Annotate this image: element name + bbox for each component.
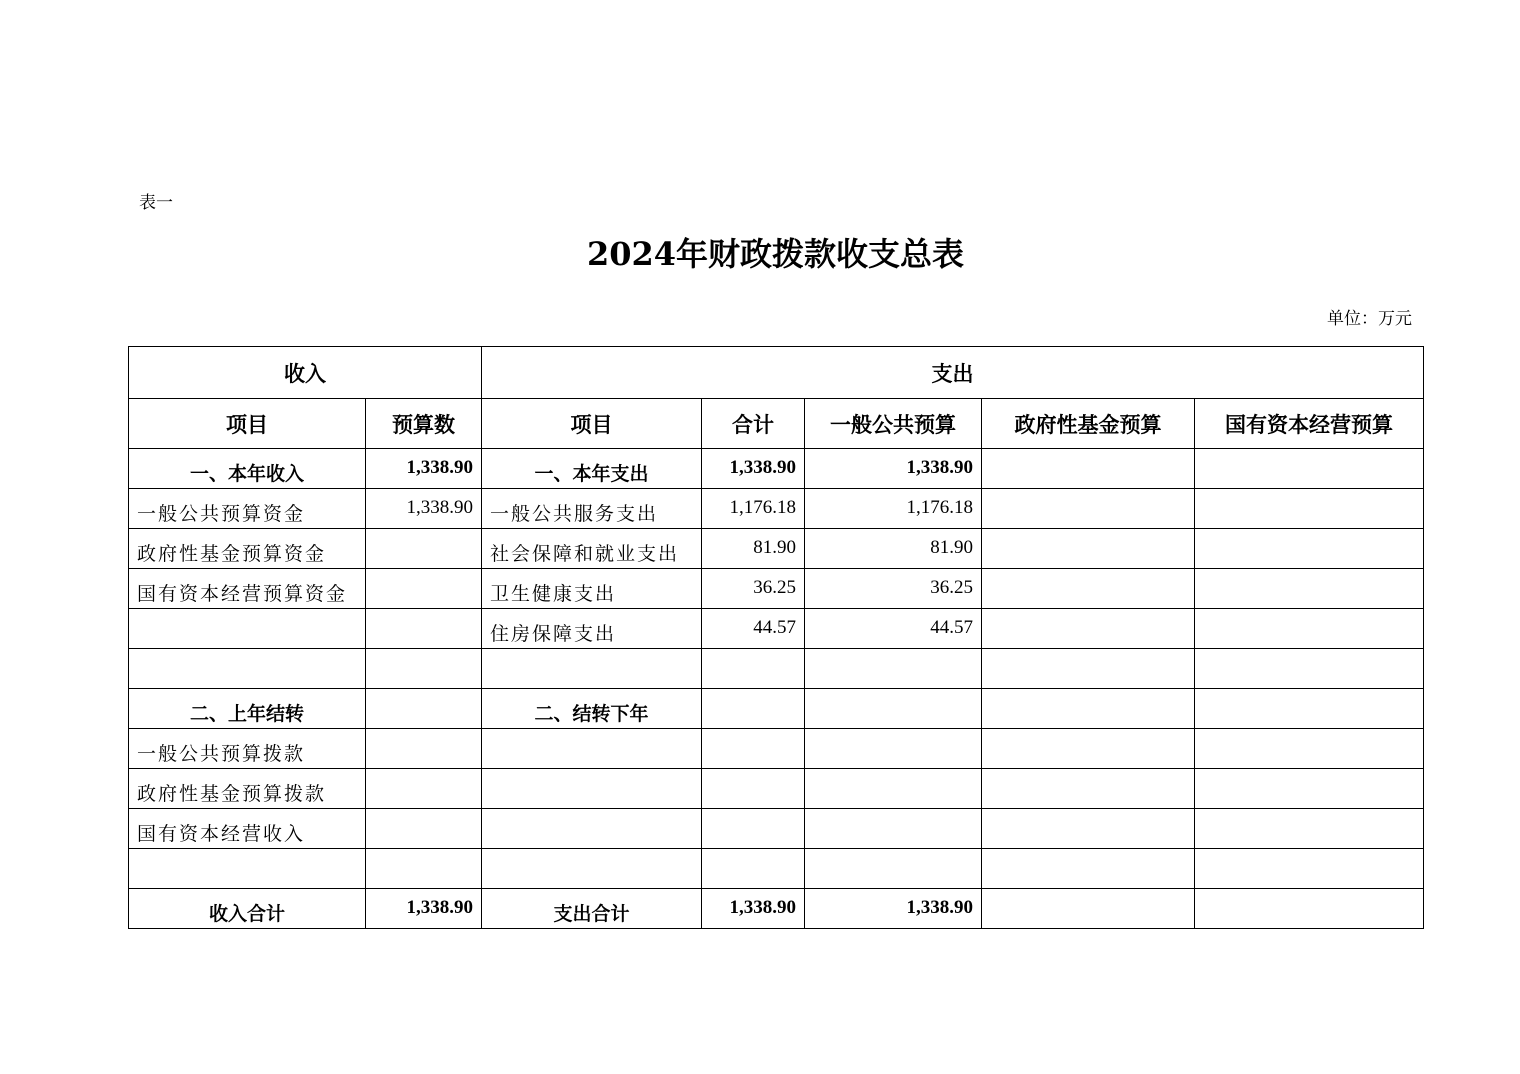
income-budget-cell: 1,338.90: [366, 449, 482, 489]
general-budget-cell: 81.90: [805, 529, 982, 569]
expense-item-cell: 一、本年支出: [482, 449, 702, 489]
gov-fund-cell: [982, 569, 1195, 609]
total-cell: 44.57: [702, 609, 805, 649]
expense-item-cell: 卫生健康支出: [482, 569, 702, 609]
income-budget-cell: 1,338.90: [366, 489, 482, 529]
general-budget-cell: [805, 649, 982, 689]
state-capital-cell: [1195, 529, 1424, 569]
table-row: [129, 849, 1424, 889]
gov-fund-cell: [982, 609, 1195, 649]
expense-total-label: 支出合计: [482, 889, 702, 929]
table-row: [129, 529, 1424, 569]
general-budget-cell: [805, 769, 982, 809]
total-cell: 81.90: [702, 529, 805, 569]
gov-fund-cell: [982, 689, 1195, 729]
general-budget-cell: 1,176.18: [805, 489, 982, 529]
general-budget-cell: [805, 729, 982, 769]
gov-fund-budget-header: 政府性基金预算: [982, 399, 1195, 449]
income-item-cell: 国有资本经营预算资金: [129, 569, 366, 609]
total-cell: [702, 809, 805, 849]
table-row: [129, 729, 1424, 769]
total-cell: [702, 849, 805, 889]
total-cell: [702, 769, 805, 809]
expense-header: 支出: [482, 347, 1424, 399]
state-capital-total-value: [1195, 889, 1424, 929]
expense-item-cell: 社会保障和就业支出: [482, 529, 702, 569]
total-cell: [702, 649, 805, 689]
state-capital-cell: [1195, 729, 1424, 769]
income-budget-header: 预算数: [366, 399, 482, 449]
general-budget-cell: 44.57: [805, 609, 982, 649]
general-budget-header: 一般公共预算: [805, 399, 982, 449]
income-item-cell: 政府性基金预算资金: [129, 529, 366, 569]
gov-fund-cell: [982, 769, 1195, 809]
general-budget-cell: 36.25: [805, 569, 982, 609]
income-item-cell: 一般公共预算拨款: [129, 729, 366, 769]
income-item-cell: 国有资本经营收入: [129, 809, 366, 849]
total-header: 合计: [702, 399, 805, 449]
header-row-1: [129, 347, 1424, 399]
income-item-cell: 政府性基金预算拨款: [129, 769, 366, 809]
income-budget-cell: [366, 569, 482, 609]
state-capital-cell: [1195, 569, 1424, 609]
gov-fund-cell: [982, 449, 1195, 489]
income-item-cell: 一般公共预算资金: [129, 489, 366, 529]
income-item-cell: [129, 649, 366, 689]
gov-fund-total-value: [982, 889, 1195, 929]
table-row: [129, 809, 1424, 849]
expense-item-cell: [482, 849, 702, 889]
gov-fund-cell: [982, 729, 1195, 769]
income-budget-cell: [366, 729, 482, 769]
general-budget-cell: 1,338.90: [805, 449, 982, 489]
expense-item-header: 项目: [482, 399, 702, 449]
income-budget-cell: [366, 529, 482, 569]
gov-fund-cell: [982, 849, 1195, 889]
expense-item-cell: [482, 809, 702, 849]
income-total-value: 1,338.90: [366, 889, 482, 929]
state-capital-cell: [1195, 489, 1424, 529]
general-budget-cell: [805, 849, 982, 889]
income-total-label: 收入合计: [129, 889, 366, 929]
income-item-cell: [129, 609, 366, 649]
state-capital-cell: [1195, 449, 1424, 489]
income-item-cell: [129, 849, 366, 889]
income-item-header: 项目: [129, 399, 366, 449]
table-row: [129, 489, 1424, 529]
table-row: [129, 689, 1424, 729]
table-row: [129, 569, 1424, 609]
state-capital-cell: [1195, 769, 1424, 809]
income-item-cell: 一、本年收入: [129, 449, 366, 489]
total-cell: 1,338.90: [702, 449, 805, 489]
gov-fund-cell: [982, 649, 1195, 689]
total-cell: 36.25: [702, 569, 805, 609]
income-header: 收入: [129, 347, 482, 399]
expense-item-cell: [482, 729, 702, 769]
state-capital-budget-header: 国有资本经营预算: [1195, 399, 1424, 449]
income-budget-cell: [366, 609, 482, 649]
income-item-cell: 二、上年结转: [129, 689, 366, 729]
table-label: 表一: [139, 193, 173, 213]
state-capital-cell: [1195, 649, 1424, 689]
state-capital-cell: [1195, 809, 1424, 849]
header-row-2: [129, 399, 1424, 449]
general-budget-cell: [805, 809, 982, 849]
table-row: [129, 449, 1424, 489]
table-row: [129, 609, 1424, 649]
budget-summary-table: [128, 346, 1424, 929]
gov-fund-cell: [982, 489, 1195, 529]
unit-note: 单位：万元: [1327, 309, 1412, 329]
table-row: [129, 769, 1424, 809]
expense-item-cell: [482, 769, 702, 809]
state-capital-cell: [1195, 609, 1424, 649]
general-budget-total-value: 1,338.90: [805, 889, 982, 929]
total-cell: [702, 689, 805, 729]
general-budget-cell: [805, 689, 982, 729]
expense-item-cell: 一般公共服务支出: [482, 489, 702, 529]
total-cell: [702, 729, 805, 769]
income-budget-cell: [366, 849, 482, 889]
gov-fund-cell: [982, 529, 1195, 569]
state-capital-cell: [1195, 849, 1424, 889]
table-row: [129, 649, 1424, 689]
expense-item-cell: 住房保障支出: [482, 609, 702, 649]
income-budget-cell: [366, 689, 482, 729]
expense-item-cell: [482, 649, 702, 689]
income-budget-cell: [366, 649, 482, 689]
expense-total-value: 1,338.90: [702, 889, 805, 929]
state-capital-cell: [1195, 689, 1424, 729]
total-cell: 1,176.18: [702, 489, 805, 529]
gov-fund-cell: [982, 809, 1195, 849]
income-budget-cell: [366, 809, 482, 849]
page-title: 2024年财政拨款收支总表: [586, 235, 965, 273]
totals-row: [129, 889, 1424, 929]
income-budget-cell: [366, 769, 482, 809]
expense-item-cell: 二、结转下年: [482, 689, 702, 729]
